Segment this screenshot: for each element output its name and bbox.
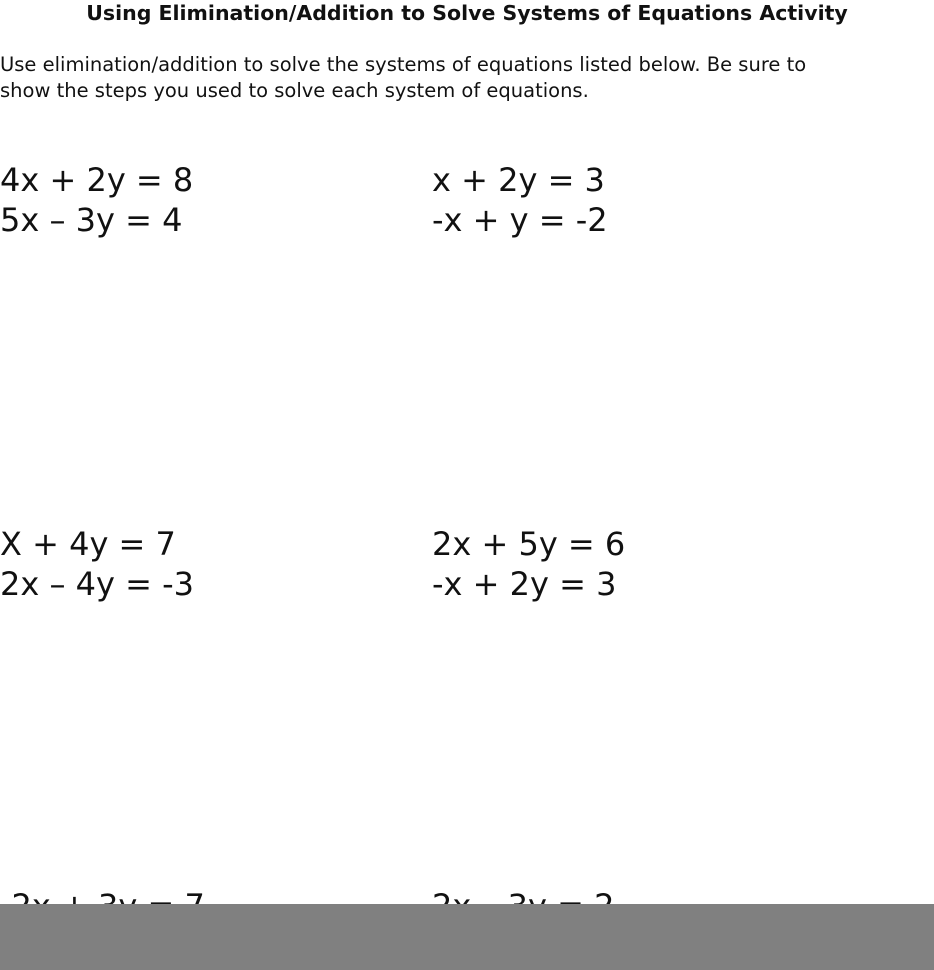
equation-system-4 [432,524,625,604]
bottom-overlay-bar [0,904,934,970]
equation: -x + y = -2 [432,201,608,239]
equation: X + 4y = 7 [0,525,176,563]
equation-system-1 [0,160,193,240]
equation: -x + 2y = 3 [432,565,617,603]
instructions-line-2: show the steps you used to solve each system of equations. [0,79,589,102]
equation-system-3 [0,524,194,604]
equation-system-2 [432,160,608,240]
equation: 2x + 5y = 6 [432,525,626,563]
equation: 4x + 2y = 8 [0,161,194,199]
equation: x + 2y = 3 [432,161,605,199]
instructions [0,52,934,104]
equation: 5x – 3y = 4 [0,201,183,239]
worksheet-title: Using Elimination/Addition to Solve Systems of Equations Activity [86,1,848,25]
instructions-line-1: Use elimination/addition to solve the systems of equations listed below. Be sure to [0,53,807,76]
equation: 2x – 4y = -3 [0,565,194,603]
